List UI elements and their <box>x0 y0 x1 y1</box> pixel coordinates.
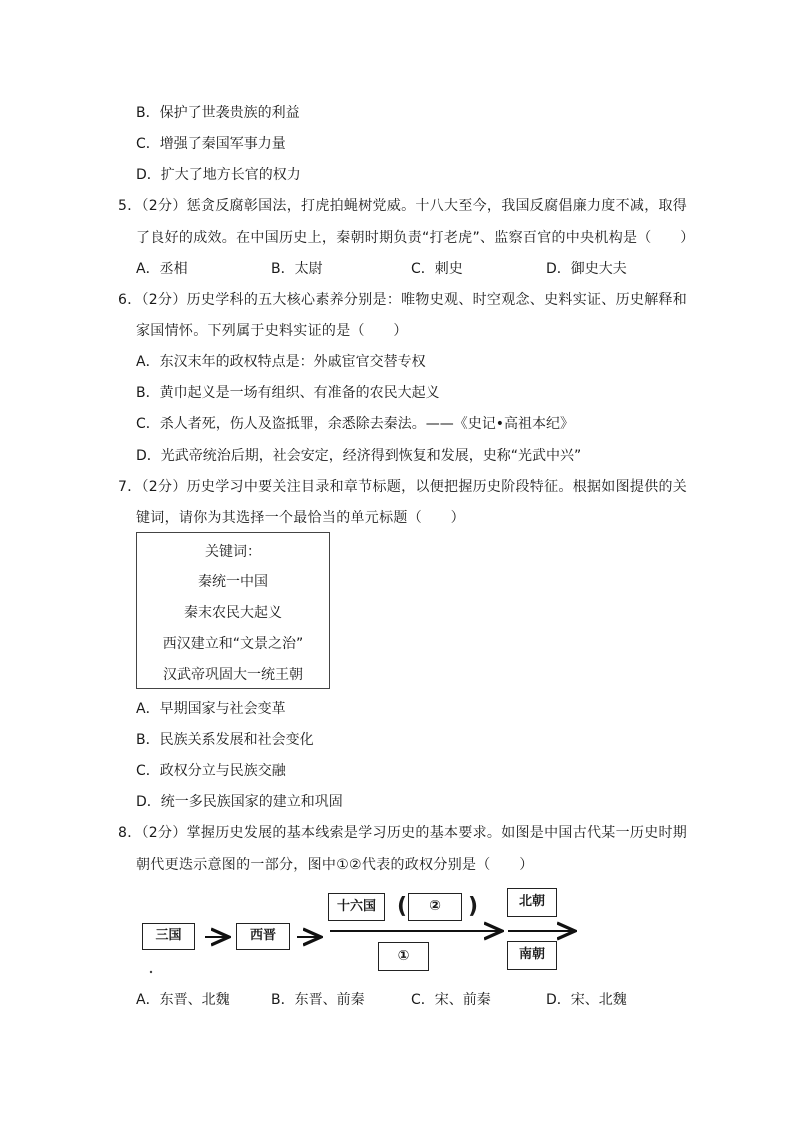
q7-option-a: A．早期国家与社会变革 <box>136 701 286 717</box>
q8-option-c: C．宋、前秦 <box>411 992 491 1008</box>
q8-stem-line1: 8．（2分）掌握历史发展的基本线索是学习历史的基本要求。如图是中国古代某一历史时期 <box>118 825 688 841</box>
keywords-title: 关键词： <box>205 544 261 560</box>
q5-option-a: A．丞相 <box>136 261 188 277</box>
q7-stem-line2: 键词，请你为其选择一个最恰当的单元标题（ ） <box>136 510 465 526</box>
q8-stem-line2: 朝代更迭示意图的一部分，图中①②代表的政权分别是（ ） <box>136 857 534 873</box>
box-sixteen-kingdoms: 十六国 <box>328 893 385 921</box>
q5-option-c: C．刺史 <box>411 261 463 277</box>
q4-option-b: B．保护了世袭贵族的利益 <box>136 105 300 121</box>
q5-option-d: D．御史大夫 <box>546 261 627 277</box>
box-western-jin: 西晋 <box>236 923 290 950</box>
box-marker-2: ② <box>408 893 462 921</box>
keyword-item: 西汉建立和“文景之治” <box>162 636 304 652</box>
q7-option-d: D．统一多民族国家的建立和巩固 <box>136 794 343 810</box>
q5-stem-line1: 5．（2分）惩贪反腐彰国法，打虎拍蝇树党威。十八大至今，我国反腐倡廉力度不减，取得 <box>118 198 688 214</box>
paren-close: ) <box>468 894 479 919</box>
q7-option-c: C．政权分立与民族交融 <box>136 763 286 779</box>
keyword-item: 秦统一中国 <box>198 574 268 590</box>
q7-stem-line1: 7．（2分）历史学习中要关注目录和章节标题，以便把握历史阶段特征。根据如图提供的关 <box>118 479 688 495</box>
box-southern-dynasties: 南朝 <box>507 941 557 970</box>
box-three-kingdoms: 三国 <box>142 923 195 950</box>
q8-option-b: B．东晋、前秦 <box>271 992 365 1008</box>
q6-option-b: B．黄巾起义是一场有组织、有准备的农民大起义 <box>136 385 440 401</box>
q6-option-a: A．东汉末年的政权特点是：外戚宦官交替专权 <box>136 354 426 370</box>
q6-option-c: C．杀人者死，伤人及盗抵罪，余悉除去秦法。——《史记•高祖本纪》 <box>136 416 575 432</box>
q4-option-d: D．扩大了地方长官的权力 <box>136 167 301 183</box>
q7-option-b: B．民族关系发展和社会变化 <box>136 732 314 748</box>
q8-option-d: D．宋、北魏 <box>546 992 627 1008</box>
q5-stem-line2: 了良好的成效。在中国历史上，秦朝时期负责“打老虎”、监察百官的中央机构是（ ） <box>136 230 695 246</box>
box-marker-1: ① <box>378 942 429 971</box>
q5-option-b: B．太尉 <box>271 261 323 277</box>
keyword-item: 汉武帝巩固大一统王朝 <box>163 667 303 683</box>
keyword-item: 秦末农民大起义 <box>184 605 282 621</box>
q6-stem-line2: 家国情怀。下列属于史料实证的是（ ） <box>136 323 408 339</box>
box-northern-dynasties: 北朝 <box>507 888 557 917</box>
stray-dot <box>150 971 152 973</box>
q8-option-a: A．东晋、北魏 <box>136 992 230 1008</box>
q4-option-c: C．增强了秦国军事力量 <box>136 136 286 152</box>
paren-open: ( <box>397 894 408 919</box>
q6-option-d: D．光武帝统治后期，社会安定，经济得到恢复和发展，史称“光武中兴” <box>136 448 582 464</box>
q6-stem-line1: 6．（2分）历史学科的五大核心素养分别是：唯物史观、时空观念、史料实证、历史解释和 <box>118 292 688 308</box>
